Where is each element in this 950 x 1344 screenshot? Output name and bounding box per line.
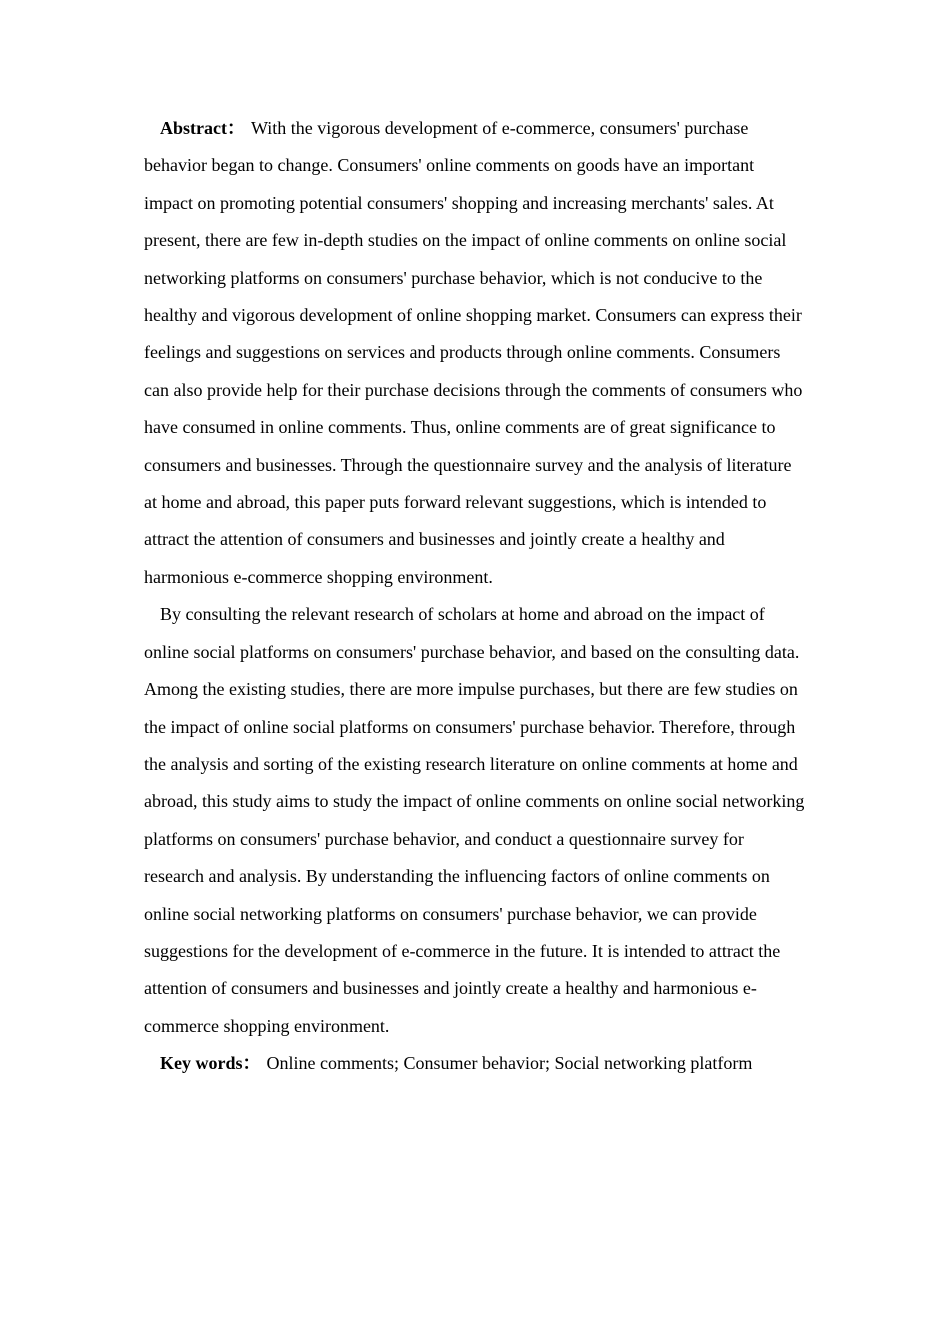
keywords-paragraph: [144, 1045, 806, 1082]
keywords-label: Key words: [160, 1053, 243, 1074]
keywords-separator: ：: [242, 1053, 261, 1074]
abstract-text: With the vigorous development of e-commerce, consumers' purchase behavior began to change. Consumers' online comments on goods have an important impact on promoting potential consumers' shopping and increasing merchants' sales. At present, there are few in-depth studies on the impact of online comments on online social networking platforms on consumers' purchase behavior, which is not conducive to the healthy and vigorous development of online shopping market. Consumers can express their feelings and suggestions on services and products through online comments. Consumers can also provide help for their purchase decisions through the comments of consumers who have consumed in online comments. Thus, online comments are of great significance to consumers and businesses. Through the questionnaire survey and the analysis of literature at home and abroad, this paper puts forward relevant suggestions, which is intended to attract the attention of consumers and businesses and jointly create a healthy and harmonious e-commerce shopping environment.: [144, 118, 803, 587]
keywords-text: Online comments; Consumer behavior; Social networking platform: [266, 1053, 753, 1074]
abstract-separator: ：: [226, 118, 245, 138]
abstract-paragraph: [144, 110, 806, 596]
abstract-paragraph-2: [144, 596, 806, 1045]
document-page: [144, 110, 806, 1083]
abstract-label: Abstract: [160, 118, 227, 138]
abstract-text-2: By consulting the relevant research of scholars at home and abroad on the impact of online social platforms on consumers' purchase behavior, and based on the consulting data. Among the existing studies, there are more impulse purchases, but there are few studies on the impact of online social platforms on consumers' purchase behavior. Therefore, through the analysis and sorting of the existing research literature on online comments at home and abroad, this study aims to study the impact of online comments on online social networking platforms on consumers' purchase behavior, and conduct a questionnaire survey for research and analysis. By understanding the influencing factors of online comments on online social networking platforms on consumers' purchase behavior, we can provide suggestions for the development of e-commerce in the future. It is intended to attract the attention of consumers and businesses and jointly create a healthy and harmonious e-commerce shopping environment.: [144, 604, 805, 1036]
